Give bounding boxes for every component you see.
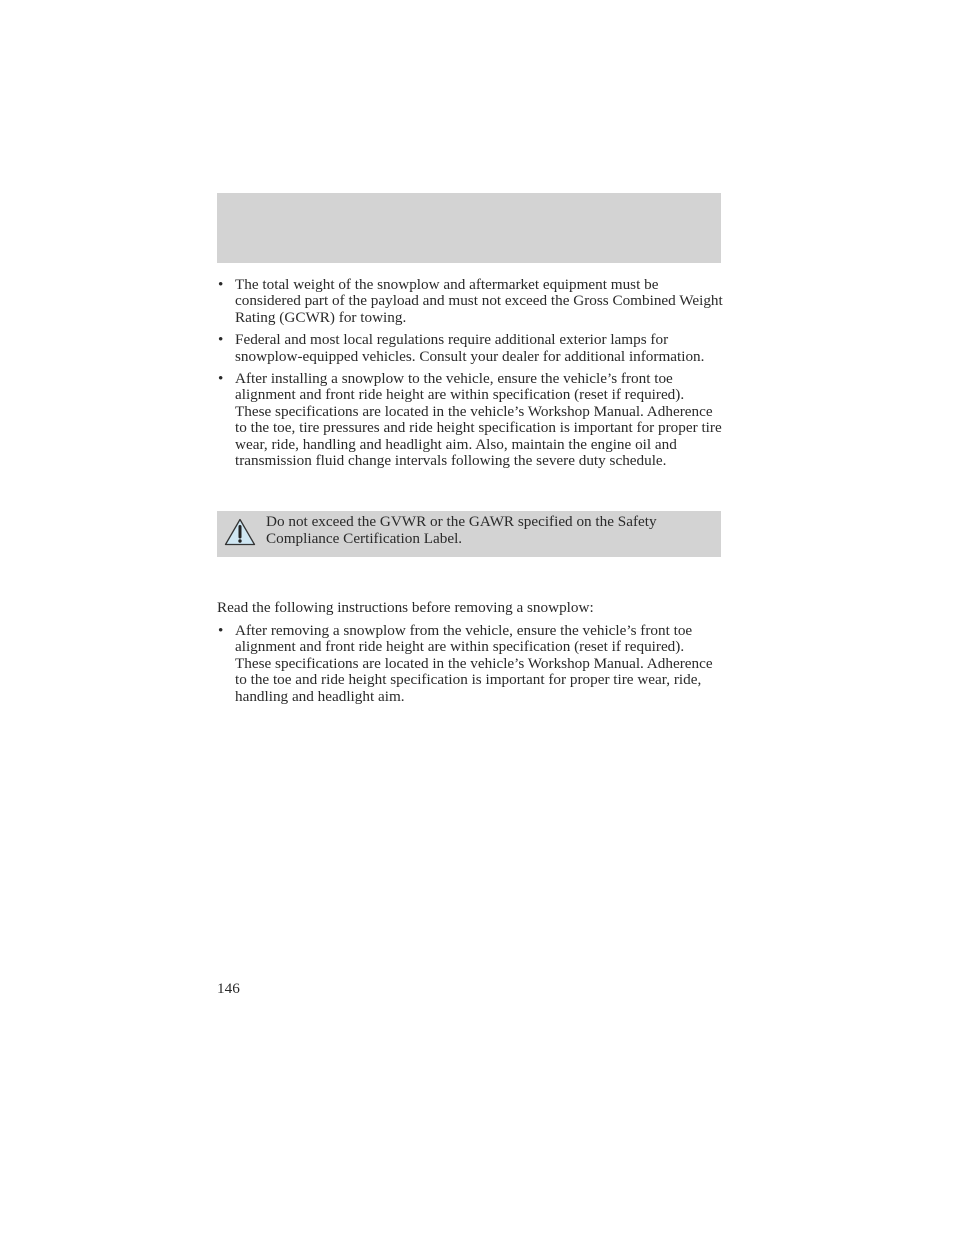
page-number: 146 bbox=[217, 980, 240, 997]
warning-text: Do not exceed the GVWR or the GAWR specified on the Safety Compliance Certification Label. bbox=[266, 513, 657, 547]
bullet-icon: • bbox=[218, 622, 224, 639]
removal-bullet-list bbox=[217, 623, 723, 705]
header-band bbox=[217, 193, 721, 263]
list-item bbox=[217, 371, 723, 469]
bullet-icon: • bbox=[218, 331, 224, 349]
warning-box bbox=[217, 511, 721, 557]
bullet-text: Federal and most local regulations require additional exterior lamps for snowplow-equipped vehicles. Consult your dealer for additional information. bbox=[235, 331, 705, 365]
install-bullet-list bbox=[217, 277, 723, 469]
bullet-icon: • bbox=[218, 370, 224, 388]
bullet-text: After removing a snowplow from the vehicle, ensure the vehicle’s front toe alignment and front ride height are within specification (reset if required). These specifications are located in the vehicle’s Workshop Manual. Adherence to the toe and ride height specification is important for proper tire wear, ride, handling and headlight aim. bbox=[235, 622, 713, 705]
bullet-text: After installing a snowplow to the vehicle, ensure the vehicle’s front toe alignment and front ride height are within specification (reset if required). These specifications are located in the vehicle’s Workshop Manual. Adherence to the toe, tire pressures and ride height specification is important for proper tire wear, ride, handling and headlight aim. Also, maintain the engine oil and transmission fluid change intervals following the severe duty schedule. bbox=[235, 370, 722, 470]
list-item bbox=[217, 332, 723, 365]
list-item bbox=[217, 277, 723, 326]
bullet-text: The total weight of the snowplow and aftermarket equipment must be considered part of the payload and must not exceed the Gross Combined Weight Rating (GCWR) for towing. bbox=[235, 276, 723, 326]
list-item bbox=[217, 623, 723, 705]
snowplow-install-notes bbox=[217, 277, 723, 475]
bullet-icon: • bbox=[218, 276, 224, 293]
warning-triangle-icon bbox=[224, 518, 256, 546]
removal-intro: Read the following instructions before removing a snowplow: bbox=[217, 599, 594, 616]
snowplow-removal-notes bbox=[217, 623, 723, 711]
